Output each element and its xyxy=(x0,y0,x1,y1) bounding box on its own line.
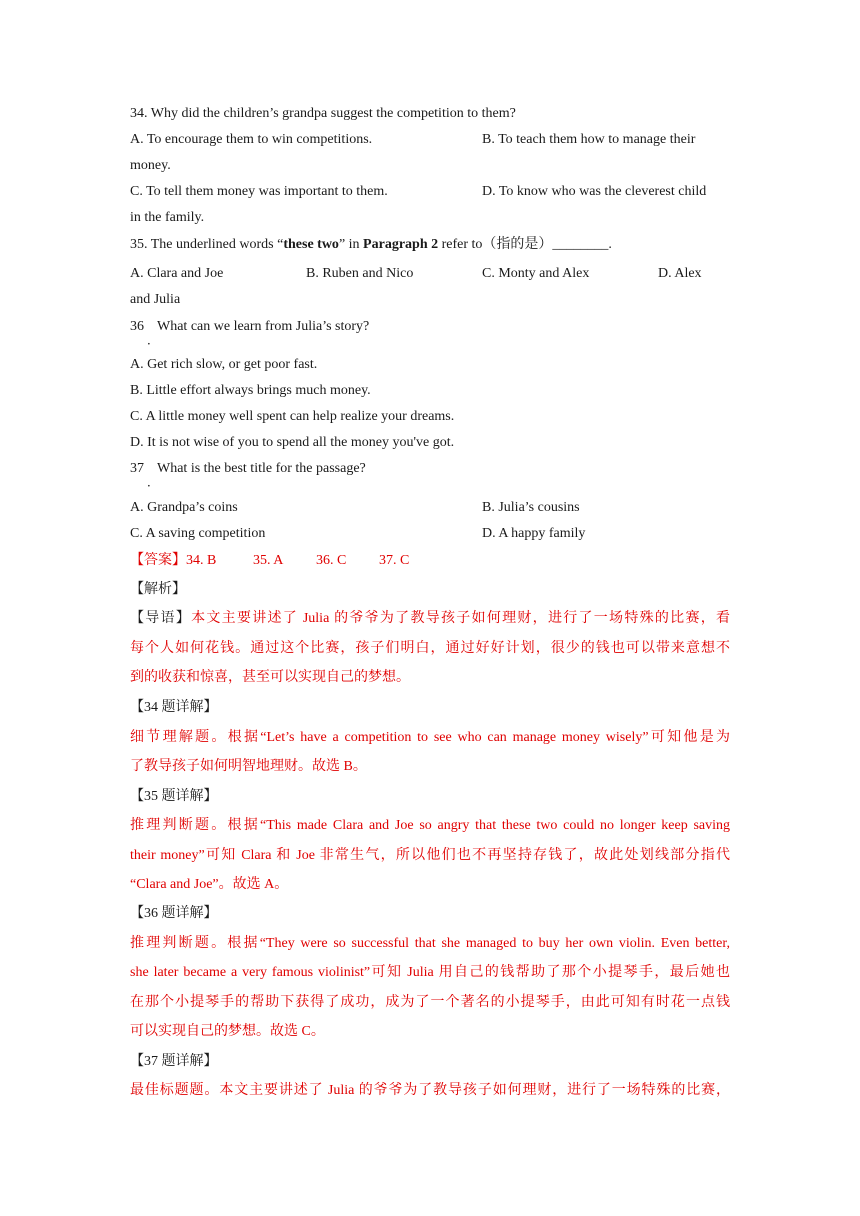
question-37-stem: What is the best title for the passage? xyxy=(157,461,366,476)
question-37-option-a: A. Grandpa’s coins xyxy=(130,500,238,515)
detail-37-label: 【37 题详解】 xyxy=(130,1054,218,1069)
answer-34: 34. B xyxy=(186,553,217,568)
question-36-option-c: C. A little money well spent can help realize your dreams. xyxy=(130,409,455,424)
guide-line-1: 【导语】本文主要讲述了 Julia 的爷爷为了教导孩子如何理财，进行了一场特殊的比赛，看 xyxy=(130,611,731,626)
detail-34-line-2: 了教导孩子如何明智地理财。故选 B。 xyxy=(130,759,367,774)
question-34-stem: 34. Why did the children’s grandpa suggest the competition to them? xyxy=(130,106,516,121)
guide-label: 【导语】 xyxy=(130,611,192,626)
question-35-option-d-continued: and Julia xyxy=(130,292,181,307)
question-37-option-d: D. A happy family xyxy=(482,526,586,541)
question-36-number: 36 xyxy=(130,319,144,334)
question-35-option-d: D. Alex xyxy=(658,266,702,281)
answer-37: 37. C xyxy=(379,553,410,568)
detail-34-line-1: 细节理解题。根据“Let’s have a competition to see who can manage money wisely”可知他是为 xyxy=(130,730,730,745)
question-36-option-d: D. It is not wise of you to spend all the money you've got. xyxy=(130,435,455,450)
question-37-number: 37 xyxy=(130,461,144,476)
paragraph-ref: Paragraph 2 xyxy=(363,237,439,252)
detail-36-line-3: 在那个小提琴手的帮助下获得了成功，成为了一个著名的小提琴手，由此可知有时花一点钱 xyxy=(130,995,730,1010)
detail-36-line-1: 推理判断题。根据“They were so successful that she managed to buy her own violin. Even better, xyxy=(130,936,730,951)
question-36-option-a: A. Get rich slow, or get poor fast. xyxy=(130,357,318,372)
detail-34-label: 【34 题详解】 xyxy=(130,700,218,715)
detail-36-line-2: she later became a very famous violinist”可知 Julia 用自己的钱帮助了那个小提琴手，最后她也 xyxy=(130,965,730,980)
question-37-option-b: B. Julia’s cousins xyxy=(482,500,580,515)
detail-36-line-4: 可以实现自己的梦想。故选 C。 xyxy=(130,1024,325,1039)
detail-35-label: 【35 题详解】 xyxy=(130,789,218,804)
detail-35-line-3: “Clara and Joe”。故选 A。 xyxy=(130,877,289,892)
question-34-option-b-continued: money. xyxy=(130,158,171,173)
question-35-option-c: C. Monty and Alex xyxy=(482,266,590,281)
question-34-option-c: C. To tell them money was important to them. xyxy=(130,184,388,199)
analysis-label: 【解析】 xyxy=(130,582,186,597)
question-36-option-b: B. Little effort always brings much money. xyxy=(130,383,371,398)
question-34-option-a: A. To encourage them to win competitions. xyxy=(130,132,373,147)
question-34-option-b: B. To teach them how to manage their xyxy=(482,132,696,147)
underlined-words: these two xyxy=(283,237,339,252)
guide-line-3: 到的收获和惊喜，甚至可以实现自己的梦想。 xyxy=(130,670,410,685)
guide-line-2: 每个人如何花钱。通过这个比赛，孩子们明白，通过好好计划，很少的钱也可以带来意想不 xyxy=(130,641,730,656)
question-36-stem: What can we learn from Julia’s story? xyxy=(157,319,370,334)
question-35-option-a: A. Clara and Joe xyxy=(130,266,224,281)
question-37-option-c: C. A saving competition xyxy=(130,526,266,541)
detail-35-line-2: their money”可知 Clara 和 Joe 非常生气，所以他们也不再坚持存钱了，故此处划线部分指代 xyxy=(130,848,730,863)
question-36-dot: ． xyxy=(147,333,160,347)
question-35-stem: 35. The underlined words “these two” in Paragraph 2 refer to（指的是）________. xyxy=(130,237,612,252)
detail-36-label: 【36 题详解】 xyxy=(130,906,218,921)
answer-35: 35. A xyxy=(253,553,284,568)
question-35-option-b: B. Ruben and Nico xyxy=(306,266,414,281)
detail-35-line-1: 推理判断题。根据“This made Clara and Joe so angry that these two could no longer keep saving xyxy=(130,818,730,833)
answer-label: 【答案】 xyxy=(130,553,186,568)
answer-36: 36. C xyxy=(316,553,347,568)
detail-37-line-1: 最佳标题题。本文主要讲述了 Julia 的爷爷为了教导孩子如何理财，进行了一场特殊的比赛， xyxy=(130,1083,730,1098)
question-34-option-d: D. To know who was the cleverest child xyxy=(482,184,707,199)
question-34-option-d-continued: in the family. xyxy=(130,210,205,225)
question-37-dot: ． xyxy=(147,475,160,489)
